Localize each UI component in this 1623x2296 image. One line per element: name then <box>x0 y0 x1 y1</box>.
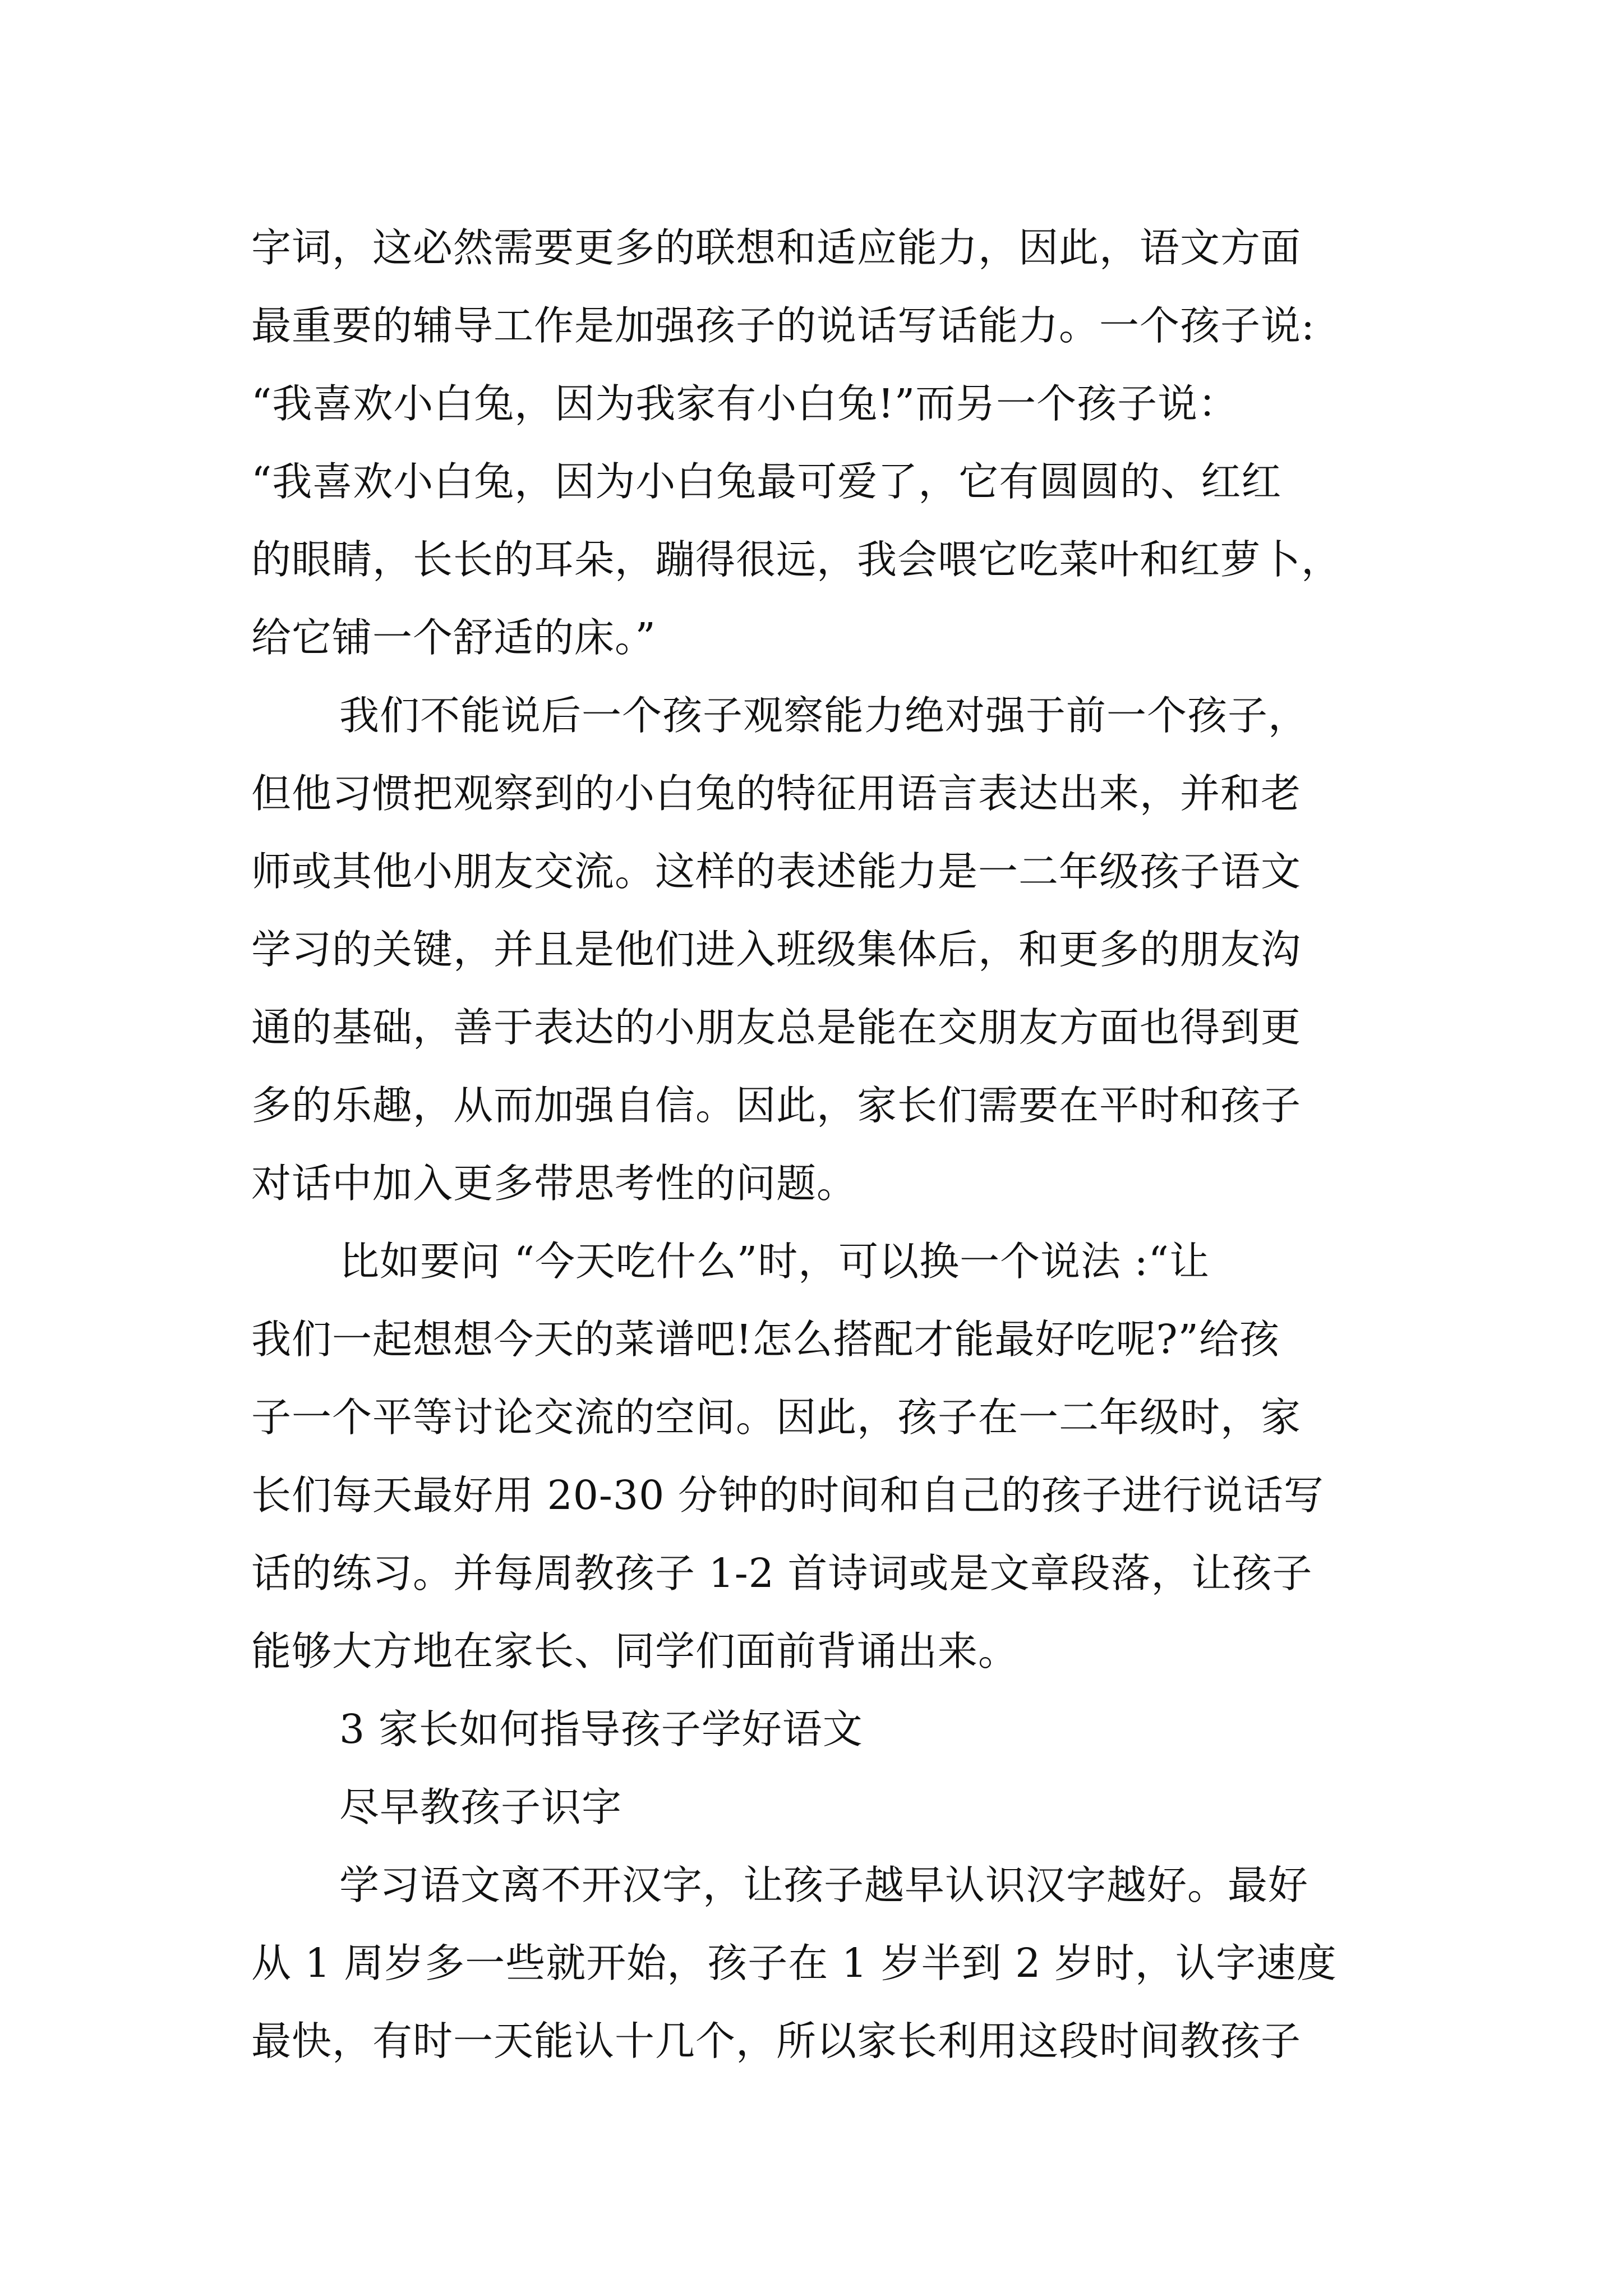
text-line: 我们一起想想今天的菜谱吧!怎么搭配才能最好吃呢?”给孩 <box>251 1316 1280 1363</box>
text-line: 多的乐趣，从而加强自信。因此，家长们需要在平时和孩子 <box>251 1082 1302 1129</box>
section-subheading: 尽早教孩子识字 <box>339 1784 623 1830</box>
text-line: 给它铺一个舒适的床。” <box>251 614 656 661</box>
text-line: “我喜欢小白兔，因为我家有小白兔!”而另一个孩子说： <box>251 380 1239 427</box>
text-line: 最快，有时一天能认十几个，所以家长利用这段时间教孩子 <box>251 2018 1302 2064</box>
text-line: 师或其他小朋友交流。这样的表述能力是一二年级孩子语文 <box>251 848 1302 895</box>
text-line: “我喜欢小白兔，因为小白兔最可爱了，它有圆圆的、红红 <box>251 458 1282 505</box>
text-line: 但他习惯把观察到的小白兔的特征用语言表达出来，并和老 <box>251 770 1302 817</box>
text-line: 长们每天最好用 20-30 分钟的时间和自己的孩子进行说话写 <box>251 1472 1324 1519</box>
text-line: 对话中加入更多带思考性的问题。 <box>251 1160 857 1207</box>
text-line: 能够大方地在家长、同学们面前背诵出来。 <box>251 1628 1019 1674</box>
paragraph-first-line: 学习语文离不开汉字，让孩子越早认识汉字越好。最好 <box>339 1862 1309 1908</box>
paragraph-first-line: 我们不能说后一个孩子观察能力绝对强于前一个孩子， <box>339 692 1309 739</box>
document-page <box>251 209 1395 2080</box>
text-line: 学习的关键，并且是他们进入班级集体后，和更多的朋友沟 <box>251 926 1302 973</box>
text-line: 字词，这必然需要更多的联想和适应能力，因此，语文方面 <box>251 224 1302 271</box>
paragraph-first-line: 比如要问 “今天吃什么”时，可以换一个说法 :“让 <box>339 1238 1210 1285</box>
text-line: 最重要的辅导工作是加强孩子的说话写话能力。一个孩子说: <box>251 302 1315 349</box>
text-line: 从 1 周岁多一些就开始，孩子在 1 岁半到 2 岁时，认字速度 <box>251 1940 1337 1986</box>
section-heading: 3 家长如何指导孩子学好语文 <box>339 1706 863 1752</box>
text-line: 的眼睛，长长的耳朵，蹦得很远，我会喂它吃菜叶和红萝卜， <box>251 536 1342 583</box>
text-line: 话的练习。并每周教孩子 1-2 首诗词或是文章段落，让孩子 <box>251 1550 1313 1596</box>
text-line: 通的基础，善于表达的小朋友总是能在交朋友方面也得到更 <box>251 1004 1302 1051</box>
text-line: 子一个平等讨论交流的空间。因此，孩子在一二年级时，家 <box>251 1394 1302 1441</box>
